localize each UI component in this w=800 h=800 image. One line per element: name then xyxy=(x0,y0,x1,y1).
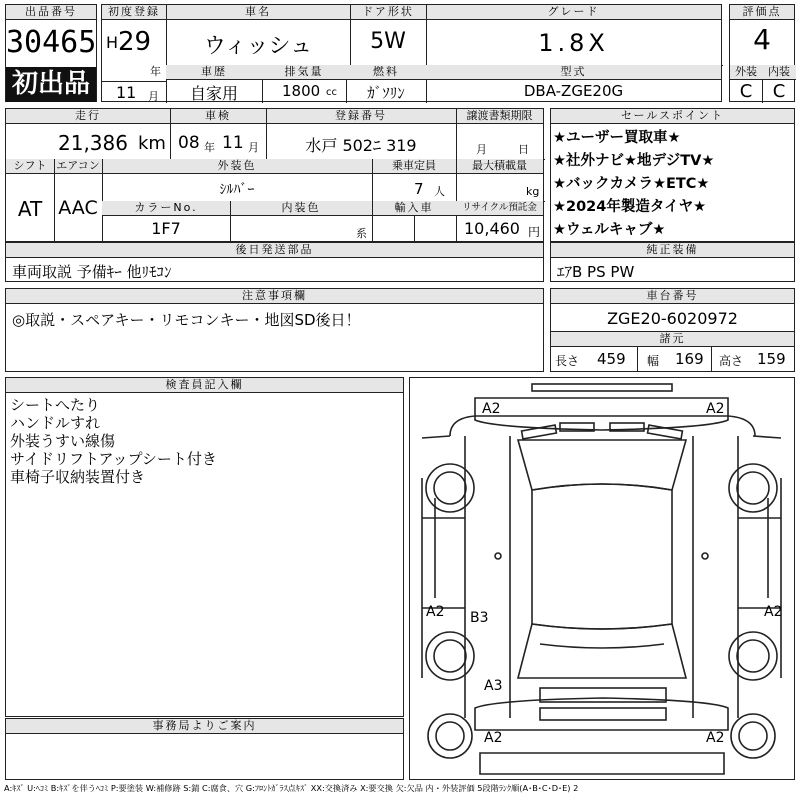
ext-color-label: 外装色 xyxy=(102,159,372,174)
reg-month: 11 xyxy=(116,83,137,102)
lot-number: 30465 xyxy=(6,25,97,60)
grade-label: グレード xyxy=(426,5,721,20)
notes-box xyxy=(5,288,544,372)
recycle-unit: 円 xyxy=(528,225,541,239)
ext-grade: C xyxy=(739,81,753,102)
displacement: 1800 xyxy=(282,82,321,100)
first-reg-label: 初度登録 xyxy=(102,5,166,20)
later-parts-label: 後日発送部品 xyxy=(6,243,543,258)
inspector-label: 検査員記入欄 xyxy=(6,378,403,393)
width-label: 幅 xyxy=(647,354,660,368)
int-grade: C xyxy=(772,81,786,102)
car-name: ウィッシュ xyxy=(203,34,313,59)
history: 自家用 xyxy=(189,84,238,103)
mileage-unit: km xyxy=(138,133,166,154)
later-parts: 車両取説 予備ｷｰ 他ﾘﾓｺﾝ xyxy=(12,263,172,281)
notes-text: ◎取説・スペアキー・リモコンキー・地図SD後日！ xyxy=(12,311,361,329)
plate-label: 登録番号 xyxy=(266,109,456,124)
chassis-label: 車台番号 xyxy=(551,289,794,304)
lot-number-box xyxy=(5,4,97,102)
color-no-label: カラーNo. xyxy=(102,201,230,216)
sales-points-label: セールスポイント xyxy=(551,109,794,124)
inspection-year: 08 xyxy=(178,133,200,153)
shift: AT xyxy=(17,197,43,221)
mileage-label: 走行 xyxy=(6,109,170,124)
int-color-label: 内装色 xyxy=(230,201,372,216)
ext-grade-label: 外装 xyxy=(730,65,762,80)
sales-point: ★バックカメラ★ETC★ xyxy=(553,176,710,192)
damage-mark: A2 xyxy=(426,604,445,620)
damage-mark: A2 xyxy=(484,730,503,746)
mileage: 21,386 xyxy=(58,131,128,155)
recycle-fee: 10,460 xyxy=(464,219,520,238)
inspector-line: 車椅子収納装置付き xyxy=(10,468,146,486)
spec-label: 諸元 xyxy=(551,331,794,347)
width: 169 xyxy=(675,350,704,368)
damage-mark: A2 xyxy=(764,604,783,620)
legend-footer: A:ｷｽﾞ U:ﾍｺﾐ B:ｷｽﾞを伴うﾍｺﾐ P:要塗装 W:補修跡 S:錆 C:腐食、穴 G:ﾌﾛﾝﾄｶﾞﾗｽ点ｷｽﾞ XX:交換済み X:要交換 欠:欠品 内・外装評価 5段階ﾗﾝｸ順(A･B･C･D･E) 2 xyxy=(4,783,579,793)
equipment-box xyxy=(550,242,795,282)
inspection-month: 11 xyxy=(222,133,244,153)
score-label: 評価点 xyxy=(730,5,794,20)
inspector-box xyxy=(5,377,404,717)
later-parts-box xyxy=(5,242,544,282)
office-box xyxy=(5,718,404,780)
score-box xyxy=(729,4,795,102)
recycle-label: リサイクル預託金 xyxy=(456,201,543,216)
reg-month-unit: 月 xyxy=(148,90,159,103)
plate-number: 水戸 502ﾆ 319 xyxy=(305,136,417,155)
docs-month-unit: 月 xyxy=(476,143,487,156)
length-label: 長さ xyxy=(555,354,580,368)
score: 4 xyxy=(753,23,771,56)
damage-mark: A2 xyxy=(706,730,725,746)
door-label: ドア形状 xyxy=(350,5,426,20)
car-diagram xyxy=(410,378,793,778)
docs-label: 譲渡書類期限 xyxy=(456,109,543,124)
reg-year-unit: 年 xyxy=(150,65,161,78)
sales-point: ★ウェルキャブ★ xyxy=(553,222,666,238)
fuel: ｶﾞｿﾘﾝ xyxy=(367,84,405,102)
height: 159 xyxy=(757,350,786,368)
int-grade-label: 内装 xyxy=(762,65,796,80)
notes-label: 注意事項欄 xyxy=(6,289,543,304)
inspector-line: サイドリフトアップシート付き xyxy=(10,450,217,468)
int-color-unit: 系 xyxy=(356,227,367,240)
chassis-number: ZGE20-6020972 xyxy=(607,309,738,328)
inspector-line: 外装うすい線傷 xyxy=(10,432,116,450)
sales-point: ★ユーザー買取車★ xyxy=(553,130,681,146)
import-label: 輸入車 xyxy=(372,201,456,216)
door-type: 5W xyxy=(370,29,406,54)
sales-point: ★2024年製造タイヤ★ xyxy=(553,199,707,215)
ext-color: ｼﾙﾊﾞｰ xyxy=(219,182,255,198)
displacement-unit: cc xyxy=(326,87,337,98)
office-label: 事務局よりご案内 xyxy=(6,719,403,734)
car-diagram-box xyxy=(409,377,795,780)
damage-mark: A2 xyxy=(706,401,725,417)
history-label: 車歴 xyxy=(166,65,262,80)
equipment-label: 純正装備 xyxy=(551,243,794,258)
load-label: 最大積載量 xyxy=(456,159,543,174)
docs-day-unit: 日 xyxy=(518,143,529,156)
chassis-box xyxy=(550,288,795,372)
era: H xyxy=(106,33,119,52)
shift-label: シフト xyxy=(6,159,54,174)
sales-points-box xyxy=(550,108,795,242)
ac-label: エアコン xyxy=(54,159,102,174)
equipment: ｴｱB PS PW xyxy=(557,263,635,281)
capacity-unit: 人 xyxy=(434,185,445,198)
inspector-line: シートへたり xyxy=(10,396,101,414)
color-no: 1F7 xyxy=(151,219,181,238)
height-label: 高さ xyxy=(719,354,744,368)
reg-year: 29 xyxy=(118,27,152,57)
length: 459 xyxy=(597,350,626,368)
grade: 1.8X xyxy=(538,29,609,57)
damage-mark: A3 xyxy=(484,678,503,694)
inspection-label: 車検 xyxy=(170,109,266,124)
inspection-month-unit: 月 xyxy=(248,141,259,154)
model: DBA-ZGE20G xyxy=(523,82,624,100)
car-name-label: 車名 xyxy=(166,5,350,20)
details-box xyxy=(5,108,544,242)
displacement-label: 排気量 xyxy=(262,65,346,80)
capacity: 7 xyxy=(414,180,424,198)
inspector-line: ハンドルすれ xyxy=(10,414,101,432)
capacity-label: 乗車定員 xyxy=(372,159,456,174)
sales-point: ★社外ナビ★地デジTV★ xyxy=(553,153,715,169)
damage-mark: A2 xyxy=(482,401,501,417)
lot-number-label: 出品番号 xyxy=(6,5,96,20)
first-listing-badge: 初出品 xyxy=(6,67,96,102)
model-label: 型式 xyxy=(426,65,721,80)
damage-mark: B3 xyxy=(470,610,489,626)
inspection-year-unit: 年 xyxy=(204,141,215,154)
load-unit: kg xyxy=(526,185,540,198)
vehicle-header-box xyxy=(101,4,722,102)
ac: AAC xyxy=(58,197,98,219)
fuel-label: 燃料 xyxy=(346,65,426,80)
